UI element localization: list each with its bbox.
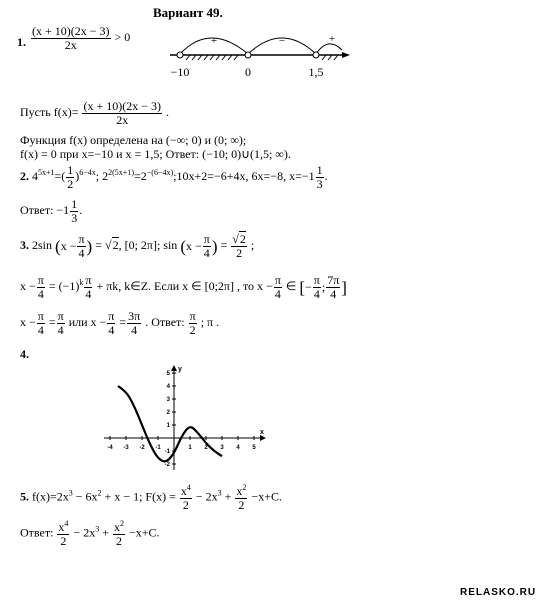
point-1-5: [313, 52, 319, 58]
axis-label: 1,5: [308, 65, 324, 79]
sign-label: +: [210, 35, 218, 47]
number-line-diagram: [170, 24, 350, 84]
problem-3-general-solution: x − $\frac{\pi}{4}$ = $(-1)^k$ $\frac{\pi}{4}$ + πk, k∈Z. Если x ∈ [0;2π] , то x − $\frac{\pi}{4}$ ∈ [ − $\frac{\pi}{4}$ ; $\frac{7\pi}{4}$ ]: [20, 273, 347, 301]
problem-3-answer: x − $\frac{\pi}{4}$ = $\frac{\pi}{4}$ или x − $\frac{\pi}{4}$ = $\frac{3\pi}{4}$ . Ответ: $\frac{\pi}{2}$ ; π .: [20, 309, 220, 337]
sign-label: −: [278, 35, 286, 47]
x-tick-label: 5: [252, 445, 256, 451]
x-tick-label: -3: [123, 445, 129, 451]
problem-1-domain: Функция f(x) определена на (−∞; 0) и (0; ∞);: [20, 133, 247, 147]
x-tick-label: 2: [204, 445, 208, 451]
problem-1-let-line: Пусть f(x)= $\frac{(x + 10)(2x - 3)}{2x}$ .: [20, 99, 169, 127]
point-0: [245, 52, 251, 58]
y-tick-label: 4: [166, 384, 170, 390]
y-tick-label: 3: [166, 397, 170, 403]
problem-5-answer: Ответ: $\frac{x^4}{2}$ − $2x^3$ + $\frac{x^2}{2}$ −x+C.: [20, 519, 160, 548]
y-tick-label: -1: [164, 449, 170, 455]
x-axis-label: x: [260, 429, 264, 436]
y-axis-arrow: [171, 365, 177, 371]
y-axis-label: y: [178, 366, 182, 373]
problem-4-number: 4.: [20, 347, 29, 361]
point-minus-10: [177, 52, 183, 58]
y-tick-label: 1: [166, 423, 170, 429]
x-tick-label: -4: [107, 445, 113, 451]
x-tick-label: 1: [188, 445, 192, 451]
page-title: Вариант 49.: [153, 5, 223, 20]
problem-1-inequality: $\frac{(x + 10)(2x - 3)}{2x}$ > 0: [32, 24, 131, 52]
problem-1-zeros-answer: f(x) = 0 при x=−10 и x = 1,5; Ответ: (−10; 0)∪(1,5; ∞).: [20, 147, 291, 161]
watermark: RELASKO.RU: [460, 587, 537, 598]
axis-label: −10: [170, 65, 190, 79]
number-line-arrow: [342, 52, 350, 58]
y-tick-label: 5: [166, 371, 170, 377]
problem-3-equation: 3. 2sin ( x − $\frac{\pi}{4}$ ) = √2, [0; 2π]; sin ( x − $\frac{\pi}{4}$ ) = $\frac{√2}{2}$ ;: [20, 232, 255, 260]
x-tick-label: -1: [155, 445, 161, 451]
x-tick-label: 3: [220, 445, 224, 451]
x-tick-label: 4: [236, 445, 240, 451]
y-tick-label: 2: [166, 410, 170, 416]
x-tick-label: -2: [139, 445, 145, 451]
problem-2-answer: Ответ: −1 $\frac{1}{3}$ .: [20, 197, 83, 225]
problem-1-number: 1.: [17, 35, 26, 49]
problem-5-equation: 5. $f(x)=2x^3 - 6x^2 + x - 1$; F(x) = $\frac{x^4}{2}$ − $2x^3$ + $\frac{x^2}{2}$ −x+C.: [20, 483, 282, 512]
problem-2-equation: 2. $4^{5x+1}=$( $\frac{1}{2}$ )$^{6-4x}$; $2^{2(5x+1)}=2^{-(6-4x)};10x+2=-6+4x$, 6x=−8, x=−1 $\frac{1}{3}$ .: [20, 163, 328, 191]
y-tick-label: -2: [164, 462, 170, 468]
sign-label: +: [328, 33, 336, 45]
function-graph: [100, 362, 280, 482]
axis-label: 0: [245, 65, 251, 79]
number-line-arcs: [180, 38, 342, 54]
